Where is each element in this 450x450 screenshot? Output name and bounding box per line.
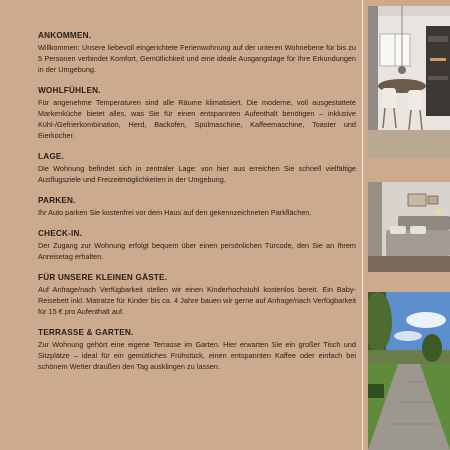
text-column	[38, 30, 356, 382]
section-body: Der Zugang zur Wohnung erfolgt bequem über einen persönlichen Türcode, den Sie an Ihrem Anreisetag erhalten.	[38, 241, 356, 261]
section-terrasse-garten	[38, 327, 356, 372]
section-body: Zur Wohnung gehört eine eigene Terrasse im Garten. Hier erwarten Sie ein großer Tisch und Sitzplätze – ideal für ein gemütliches Frühstück, einen entspannten Kaffee oder einfach bei schönem Wetter draußen den Tag ausklingen zu lassen.	[38, 340, 356, 371]
section-parken	[38, 195, 356, 218]
bedroom-photo	[368, 182, 450, 272]
section-lage	[38, 151, 356, 185]
section-heading: CHECK-IN.	[38, 229, 83, 238]
section-body: Ihr Auto parken Sie kostenfrei vor dem Haus auf den gekennzeichneten Parkflächen.	[38, 208, 312, 217]
vertical-divider	[362, 0, 363, 450]
section-heading: WOHLFÜHLEN.	[38, 86, 101, 95]
section-wohlfuehlen	[38, 85, 356, 141]
section-kleine-gaeste	[38, 272, 356, 317]
section-heading: ANKOMMEN.	[38, 31, 92, 40]
section-heading: TERRASSE & GARTEN.	[38, 328, 134, 337]
section-body: Für angenehme Temperaturen sind alle Räume klimatisiert. Die moderne, voll ausgestattete Markenküche bietet alles, was Sie für einen entspannten Aufenthalt benötigen – inklusive Kühl-/Gefrierkombination, Herd, Backofen, Spülmaschine, Kaffeemaschine, Toaster und Eierkocher.	[38, 98, 356, 140]
garden-terrace-photo	[368, 292, 450, 450]
section-heading: FÜR UNSERE KLEINEN GÄSTE.	[38, 273, 168, 282]
section-body: Willkommen: Unsere liebevoll eingerichtete Ferienwohnung auf der unteren Wohnebene für bis zu 5 Personen verbindet Komfort, Gemütlichkeit und eine ideale Ausgangslage für Ihre Erkundungen in der Umgebung.	[38, 43, 356, 74]
section-check-in	[38, 228, 356, 262]
section-ankommen	[38, 30, 356, 75]
section-body: Die Wohnung befindet sich in zentraler Lage: von hier aus erreichen Sie schnell vielfältige Ausflugsziele und Freizeitmöglichkeiten in der Umgebung.	[38, 164, 356, 184]
section-body: Auf Anfrage/nach Verfügbarkeit stellen wir einen Kinderhochstuhl kostenlos bereit. Ein Baby-Reisebett inkl. Matratze für Kinder bis ca. 4 Jahre bauen wir gerne auf Anfrage/nach Verfügbarkeit für 15 € pro Aufenthalt auf.	[38, 285, 356, 316]
section-heading: LAGE.	[38, 152, 65, 161]
section-heading: PARKEN.	[38, 196, 76, 205]
kitchen-dining-photo	[368, 6, 450, 158]
